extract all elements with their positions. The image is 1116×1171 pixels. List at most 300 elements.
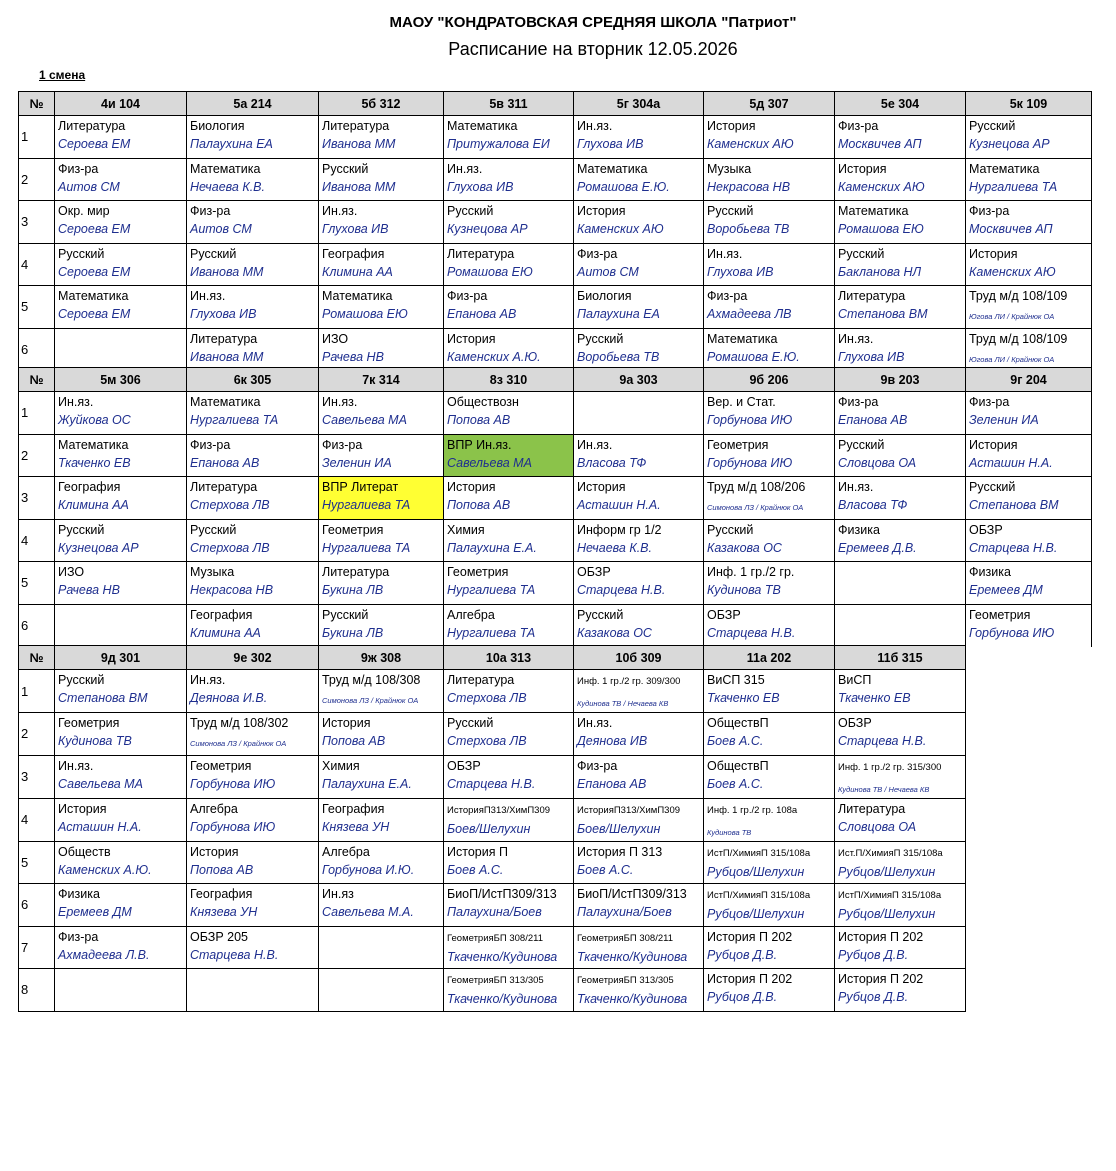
teacher-label: Словцова ОА <box>838 455 917 470</box>
teacher-label: Рубцов Д.В. <box>707 947 778 962</box>
subject-label: Алгебра <box>322 844 370 859</box>
lesson-number: 4 <box>19 243 55 286</box>
schedule-date-title: Расписание на вторник 12.05.2026 <box>448 39 738 59</box>
subject-label: Математика <box>969 161 1040 176</box>
empty-cell <box>966 841 1092 884</box>
lesson-cell <box>55 519 187 562</box>
lesson-cell <box>319 562 444 605</box>
lesson-cell <box>187 969 319 1012</box>
lesson-number: 6 <box>19 328 55 371</box>
lesson-cell <box>966 434 1092 477</box>
lesson-cell <box>55 243 187 286</box>
subject-label: Русский <box>190 522 237 537</box>
teacher-label: Каменских АЮ <box>707 137 794 151</box>
subject-label: ИстП/ХимияП 315/108а <box>707 890 811 901</box>
lesson-cell <box>187 328 319 371</box>
lesson-number: 5 <box>19 286 55 329</box>
subject-label: ИЗО <box>322 331 349 346</box>
subject-label: ОБЗР <box>577 565 611 579</box>
subject-label <box>58 971 186 987</box>
subject-label: ИсторияП313/ХимП309 <box>577 804 681 816</box>
teacher-label: Старцева Н.В. <box>838 734 927 748</box>
teacher-label: Некрасова НВ <box>707 179 791 194</box>
teacher-label: Аитов СМ <box>58 179 120 194</box>
teacher-label: Степанова ВМ <box>838 307 928 321</box>
lesson-cell <box>835 286 966 329</box>
teacher-label: Кузнецова АР <box>447 222 528 236</box>
subject-label: Химия <box>322 758 360 773</box>
table-row <box>19 969 1092 1012</box>
lesson-cell <box>966 562 1092 605</box>
subject-label: Вер. и Стат. <box>707 395 776 409</box>
teacher-label: Глухова ИВ <box>190 307 257 321</box>
lesson-cell <box>704 201 835 244</box>
lesson-cell <box>966 286 1092 329</box>
lesson-cell <box>55 755 187 798</box>
table-row <box>19 884 1092 927</box>
empty-cell <box>966 713 1092 756</box>
teacher-label: Ткаченко/Кудинова <box>577 992 688 1006</box>
lesson-number: 7 <box>19 926 55 969</box>
teacher-label: Иванова ММ <box>322 137 396 151</box>
lesson-number: 1 <box>19 116 55 159</box>
subject-label: История П <box>447 844 508 859</box>
class-header: 5е 304 <box>835 92 966 116</box>
table-row <box>19 116 1092 159</box>
lesson-cell <box>55 477 187 520</box>
class-header: 5а 214 <box>187 92 319 116</box>
table-row <box>19 604 1092 647</box>
lesson-cell <box>966 116 1092 159</box>
lesson-cell <box>319 884 444 927</box>
empty-cell <box>966 798 1092 841</box>
teacher-label: Стерхова ЛВ <box>447 691 527 705</box>
empty-cell <box>966 670 1092 713</box>
teacher-label: Горбунова ИЮ <box>707 455 793 470</box>
class-header: 9е 302 <box>187 646 319 670</box>
lesson-cell <box>835 477 966 520</box>
subject-label: Литература <box>322 119 390 133</box>
subject-label: ОбществП <box>707 758 769 773</box>
teacher-label: Каменских АЮ <box>969 264 1056 279</box>
lesson-cell <box>55 604 187 647</box>
teacher-label: Еремеев ДМ <box>969 583 1043 597</box>
lesson-cell <box>55 841 187 884</box>
subject-label <box>322 929 443 945</box>
teacher-label: Степанова ВМ <box>969 498 1059 512</box>
subject-label: ОБЗР 205 <box>190 929 249 944</box>
teacher-label: Ромашова ЕЮ <box>322 307 408 321</box>
teacher-label: Боев А.С. <box>577 862 634 877</box>
lesson-cell <box>835 562 966 605</box>
lesson-cell <box>966 243 1092 286</box>
lesson-cell <box>574 158 704 201</box>
subject-label: Инф. 1 гр./2 гр. 315/300 <box>838 761 942 773</box>
subject-label: Физ-ра <box>838 395 879 409</box>
subject-label <box>58 331 186 347</box>
subject-label: География <box>190 607 253 622</box>
teacher-label: Попова АВ <box>322 734 386 748</box>
lesson-cell <box>187 713 319 756</box>
teacher-label: Кудинова ТВ <box>707 827 752 837</box>
lesson-cell <box>835 243 966 286</box>
subject-label: Математика <box>58 289 129 303</box>
lesson-cell <box>319 798 444 841</box>
lesson-cell <box>704 670 835 713</box>
teacher-label: Рачева НВ <box>322 349 384 364</box>
subject-label: ГеометрияБП 308/211 <box>447 932 543 944</box>
subject-label: Ин.яз. <box>838 480 874 494</box>
class-header: 6к 305 <box>187 368 319 392</box>
subject-label: Русский <box>190 246 237 261</box>
teacher-label: Москвичев АП <box>838 137 922 151</box>
empty-cell <box>966 926 1092 969</box>
lesson-cell <box>574 926 704 969</box>
header-row <box>19 368 1092 392</box>
lesson-cell <box>444 798 574 841</box>
table-row <box>19 158 1092 201</box>
subject-label: Ин.яз. <box>58 395 94 409</box>
subject-label: История П 202 <box>838 929 924 944</box>
lesson-cell <box>444 755 574 798</box>
lesson-cell <box>444 158 574 201</box>
subject-label: Ин.яз. <box>707 246 743 261</box>
class-header: 8з 310 <box>444 368 574 392</box>
lesson-cell <box>187 286 319 329</box>
subject-label: ОБЗР <box>969 522 1003 537</box>
lesson-cell <box>835 604 966 647</box>
subject-label: ГеометрияБП 313/305 <box>577 975 674 986</box>
lesson-cell <box>55 562 187 605</box>
subject-label: Ин.яз. <box>577 437 613 452</box>
lesson-cell <box>444 604 574 647</box>
subject-label: Русский <box>969 119 1016 133</box>
subject-label <box>190 971 318 987</box>
subject-label: Физ-ра <box>969 395 1010 409</box>
teacher-label: Москвичев АП <box>969 222 1053 236</box>
lesson-cell <box>966 519 1092 562</box>
subject-label: Геометрия <box>447 565 509 579</box>
lesson-cell <box>55 201 187 244</box>
subject-label: История П 202 <box>707 929 793 944</box>
teacher-label: Старцева Н.В. <box>577 583 666 597</box>
lesson-cell <box>835 670 966 713</box>
teacher-label: Словцова ОА <box>838 819 917 834</box>
lesson-cell <box>187 519 319 562</box>
teacher-label: Зеленин ИА <box>969 413 1039 427</box>
subject-label <box>577 394 703 410</box>
lesson-cell <box>574 328 704 371</box>
subject-label: Музыка <box>190 565 235 579</box>
lesson-cell <box>966 392 1092 435</box>
class-header: 5к 109 <box>966 92 1092 116</box>
lesson-cell <box>319 328 444 371</box>
table-row <box>19 434 1092 477</box>
lesson-cell <box>444 434 574 477</box>
teacher-label: Деянова ИВ <box>577 734 648 748</box>
subject-label: История П 202 <box>707 972 793 986</box>
lesson-cell <box>187 562 319 605</box>
teacher-label: Нургалиева ТА <box>447 583 536 597</box>
teacher-label: Нургалиева ТА <box>190 413 279 427</box>
subject-label: Физика <box>838 522 880 537</box>
lesson-cell <box>319 670 444 713</box>
lesson-cell <box>835 328 966 371</box>
lesson-cell <box>444 969 574 1012</box>
lesson-cell <box>55 392 187 435</box>
lesson-number: 3 <box>19 755 55 798</box>
lesson-cell <box>55 158 187 201</box>
subject-label: Физ-ра <box>969 204 1010 218</box>
subject-label: ИсторияП313/ХимП309 <box>447 804 551 816</box>
subject-label: История <box>838 161 887 176</box>
subject-label: История П 202 <box>838 972 924 986</box>
lesson-cell <box>574 434 704 477</box>
subject-label: История <box>707 119 756 133</box>
teacher-label: Епанова АВ <box>190 455 260 470</box>
lesson-cell <box>319 158 444 201</box>
teacher-label: Боев А.С. <box>707 776 764 791</box>
lesson-cell <box>55 798 187 841</box>
teacher-label: Кузнецова АР <box>58 540 139 555</box>
subject-label: Биология <box>190 119 245 133</box>
lesson-cell <box>704 434 835 477</box>
lesson-cell <box>835 841 966 884</box>
subject-label: Музыка <box>707 161 752 176</box>
teacher-label: Старцева Н.В. <box>190 947 279 962</box>
empty-header <box>966 646 1092 670</box>
teacher-label: Ткаченко ЕВ <box>838 691 911 705</box>
teacher-label: Нургалиева ТА <box>447 625 536 640</box>
lesson-number: 8 <box>19 969 55 1012</box>
lesson-cell <box>187 926 319 969</box>
subject-label: Русский <box>577 607 624 622</box>
subject-label: Литература <box>838 289 906 303</box>
lesson-cell <box>187 243 319 286</box>
subject-label: Труд м/д 108/302 <box>190 716 289 730</box>
teacher-label: Рубцов/Шелухин <box>838 864 936 879</box>
lesson-number: 2 <box>19 158 55 201</box>
table-row <box>19 519 1092 562</box>
lesson-cell <box>835 392 966 435</box>
subject-label: Русский <box>838 437 885 452</box>
subject-label: Инф. 1 гр./2 гр. 108а <box>707 804 798 816</box>
lesson-cell <box>187 116 319 159</box>
teacher-label: Глухова ИВ <box>838 349 905 364</box>
subject-label: География <box>322 801 385 816</box>
teacher-label: Нургалиева ТА <box>322 540 411 555</box>
lesson-cell <box>835 969 966 1012</box>
lesson-cell <box>444 201 574 244</box>
subject-label: Ин.яз <box>322 887 354 901</box>
lesson-cell <box>966 604 1092 647</box>
subject-label: Математика <box>838 204 909 218</box>
subject-label: Ин.яз. <box>58 758 94 773</box>
teacher-label: Асташин Н.А. <box>577 498 661 512</box>
lesson-cell <box>187 434 319 477</box>
subject-label: ГеометрияБП 313/305 <box>447 975 544 986</box>
lesson-cell <box>704 969 835 1012</box>
teacher-label: Степанова ВМ <box>58 691 148 705</box>
lesson-cell <box>319 755 444 798</box>
teacher-label: Горбунова И.Ю. <box>322 862 415 877</box>
lesson-cell <box>574 243 704 286</box>
subject-label: Русский <box>58 673 105 687</box>
lesson-cell <box>704 562 835 605</box>
teacher-label: Бакланова НЛ <box>838 264 922 279</box>
teacher-label: Каменских А.Ю. <box>447 349 541 364</box>
teacher-label: Боев/Шелухин <box>577 821 661 836</box>
lesson-cell <box>704 755 835 798</box>
lesson-cell <box>835 926 966 969</box>
subject-label: История <box>969 246 1018 261</box>
teacher-label: Еремеев ДМ <box>58 905 132 919</box>
lesson-number: 4 <box>19 519 55 562</box>
teacher-label: Каменских А.Ю. <box>58 862 152 877</box>
lesson-cell <box>966 477 1092 520</box>
teacher-label: Епанова АВ <box>838 413 908 427</box>
teacher-label: Аитов СМ <box>190 222 252 236</box>
subject-label <box>838 607 965 623</box>
teacher-label: Воробьева ТВ <box>707 222 790 236</box>
subject-label: Ин.яз. <box>190 673 226 687</box>
teacher-label: Нургалиева ТА <box>322 498 411 512</box>
lesson-cell <box>704 328 835 371</box>
teacher-label: Рубцов Д.В. <box>707 990 778 1004</box>
table-row <box>19 670 1092 713</box>
lesson-number: 4 <box>19 798 55 841</box>
subject-label: Инф. 1 гр./2 гр. <box>707 565 795 579</box>
subject-label: Геометрия <box>707 437 769 452</box>
teacher-label: Палаухина/Боев <box>577 905 672 919</box>
lesson-cell <box>704 798 835 841</box>
teacher-label: Князева УН <box>322 819 390 834</box>
subject-label: Физ-ра <box>58 929 99 944</box>
teacher-label: Нургалиева ТА <box>969 179 1058 194</box>
teacher-label: Рубцов/Шелухин <box>838 907 936 921</box>
teacher-label: Симонова ЛЗ / Крайнюк ОА <box>190 739 287 748</box>
subject-label: ОБЗР <box>838 716 872 730</box>
subject-label: Литература <box>447 673 515 687</box>
lesson-cell <box>444 477 574 520</box>
table-row <box>19 562 1092 605</box>
class-header: 5д 307 <box>704 92 835 116</box>
lesson-cell <box>187 841 319 884</box>
lesson-cell <box>444 243 574 286</box>
teacher-label: Жуйкова ОС <box>58 413 131 427</box>
subject-label: Труд м/д 108/109 <box>969 331 1068 346</box>
teacher-label: Иванова ММ <box>190 349 264 364</box>
subject-label: Математика <box>447 119 518 133</box>
subject-label: История <box>577 204 626 218</box>
teacher-label: Попова АВ <box>447 498 511 512</box>
subject-label: Ин.яз. <box>577 119 613 133</box>
teacher-label: Кудинова ТВ <box>58 734 132 748</box>
subject-label <box>322 971 443 987</box>
subject-label: ВиСП 315 <box>707 673 765 687</box>
teacher-label: Горбунова ИЮ <box>707 413 793 427</box>
lesson-cell <box>187 477 319 520</box>
lesson-cell <box>319 243 444 286</box>
subject-label: Физ-ра <box>190 437 231 452</box>
teacher-label: Сероева ЕМ <box>58 222 131 236</box>
teacher-label: Симонова ЛЗ / Крайнюк ОА <box>322 696 419 705</box>
lesson-number: 5 <box>19 841 55 884</box>
teacher-label: Стерхова ЛВ <box>190 498 270 512</box>
subject-label: Математика <box>190 395 261 409</box>
teacher-label: Глухова ИВ <box>577 137 644 151</box>
teacher-label: Аитов СМ <box>577 264 639 279</box>
lesson-cell <box>574 562 704 605</box>
teacher-label: Рубцов/Шелухин <box>707 907 805 921</box>
teacher-label <box>322 989 443 1005</box>
lesson-cell <box>319 116 444 159</box>
shift-label: 1 смена <box>39 68 86 82</box>
teacher-label: Кудинова ТВ / Нечаева КВ <box>577 699 669 708</box>
subject-label: Физика <box>58 887 100 901</box>
teacher-label: Иванова ММ <box>322 179 396 194</box>
lesson-number: 5 <box>19 562 55 605</box>
lesson-cell <box>444 713 574 756</box>
header-row <box>19 646 1092 670</box>
lesson-cell <box>574 670 704 713</box>
lesson-cell <box>704 604 835 647</box>
subject-label: История <box>58 801 107 816</box>
lesson-cell <box>187 604 319 647</box>
teacher-label: Старцева Н.В. <box>969 540 1058 555</box>
subject-label: Труд м/д 108/206 <box>707 480 806 494</box>
subject-label: Ин.яз. <box>577 716 613 730</box>
class-header: 11а 202 <box>704 646 835 670</box>
teacher-label: Ткаченко/Кудинова <box>577 949 688 964</box>
lesson-cell <box>187 392 319 435</box>
lesson-cell <box>704 477 835 520</box>
teacher-label <box>838 582 965 598</box>
lesson-cell <box>319 969 444 1012</box>
subject-label: БиоП/ИстП309/313 <box>577 887 687 901</box>
lesson-cell <box>444 519 574 562</box>
lesson-cell <box>704 926 835 969</box>
table-row <box>19 477 1092 520</box>
lesson-cell <box>55 969 187 1012</box>
subject-label: Математика <box>707 331 778 346</box>
teacher-label: Стерхова ЛВ <box>447 734 527 748</box>
teacher-label: Ткаченко ЕВ <box>58 455 131 470</box>
subject-label: Русский <box>577 331 624 346</box>
teacher-label: Симонова ЛЗ / Крайнюк ОА <box>707 503 804 512</box>
subject-label: ВПР Литерат <box>322 480 399 494</box>
empty-cell <box>966 969 1092 1012</box>
teacher-label: Климина АА <box>190 625 261 640</box>
subject-label: Литература <box>447 246 515 261</box>
lesson-cell <box>319 477 444 520</box>
subject-label: Труд м/д 108/308 <box>322 673 421 687</box>
subject-label: Труд м/д 108/109 <box>969 289 1068 303</box>
subject-label: ОбществП <box>707 716 769 730</box>
lesson-cell <box>319 434 444 477</box>
subject-label: География <box>190 887 253 901</box>
subject-label: Математика <box>577 161 648 176</box>
teacher-label: Старцева Н.В. <box>447 776 536 791</box>
schedule-table-3 <box>18 645 1092 1012</box>
lesson-cell <box>835 755 966 798</box>
lesson-cell <box>574 713 704 756</box>
lesson-cell <box>444 884 574 927</box>
subject-label: ОБЗР <box>707 607 741 622</box>
subject-label: Обществозн <box>447 395 519 409</box>
table-row <box>19 328 1092 371</box>
teacher-label: Горбунова ИЮ <box>190 819 276 834</box>
